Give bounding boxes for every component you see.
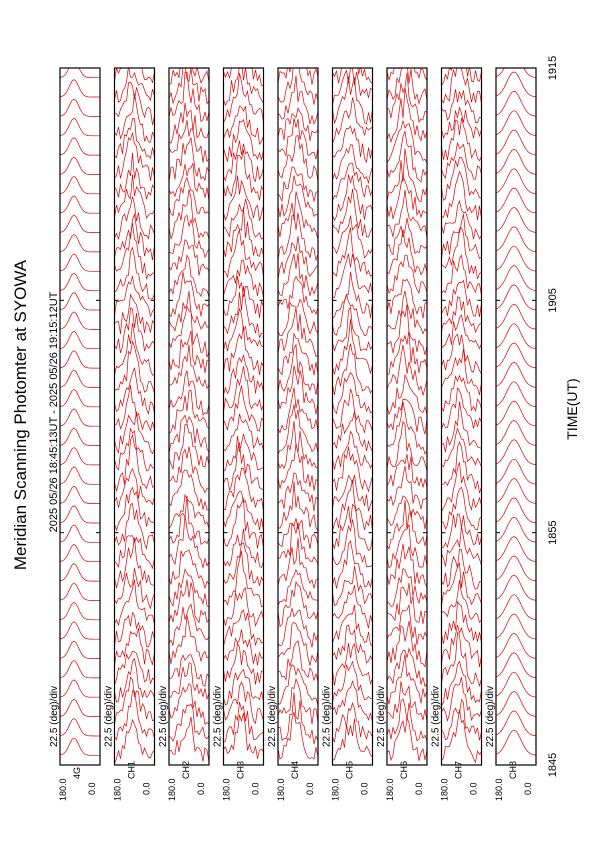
y-tick-label: 180.0 [439,778,450,801]
trace-line [278,276,318,314]
trace-line [333,163,373,201]
trace-line [115,488,155,531]
trace-line [169,655,209,687]
trace-line [442,89,482,123]
trace-line [60,80,100,97]
trace-line [442,143,482,180]
trace-line [115,342,155,394]
panel-ch7 [431,39,482,801]
trace-line [442,388,482,429]
panel-scale-label: 22.5 (deg)/div [376,685,387,747]
trace-line [278,136,318,182]
x-tick-label: 1845 [547,752,559,778]
trace-line [115,677,155,725]
trace-line [387,375,427,415]
channel-label: CH6 [399,760,409,779]
trace-line [442,349,482,395]
trace-line [115,469,155,508]
channel-label: CH3 [235,760,246,779]
x-axis-label: TIME(UT) [564,378,580,440]
trace-line [387,525,427,568]
trace-group [333,38,373,761]
trace-line [387,190,427,238]
trace-line [333,126,373,162]
trace-line [333,605,373,646]
trace-line [60,602,100,619]
y-tick-label: 180.0 [330,778,341,801]
channel-label: 4G [72,766,82,779]
trace-line [115,368,155,414]
trace-line [387,149,427,202]
trace-line [60,525,100,542]
panels [49,33,536,801]
trace-line [115,613,155,648]
channel-label: CH2 [181,760,191,779]
trace-line [115,133,155,181]
panel-ch3 [213,42,264,801]
trace-line [115,223,155,279]
y-tick-label: 180.0 [58,778,68,801]
trace-line [224,150,264,201]
trace-line [442,514,482,548]
trace-line [333,38,373,84]
trace-line [278,538,318,589]
trace-line [60,273,100,291]
trace-line [115,66,155,102]
x-tick-label: 1905 [547,288,559,313]
trace-line [387,466,427,509]
trace-line [60,157,100,174]
trace-line [387,291,427,334]
trace-line [224,276,264,318]
trace-group [496,53,536,756]
trace-line [115,691,155,740]
trace-line [169,704,209,741]
y-tick-label: 180.0 [276,778,286,801]
channel-label: CH4 [290,760,300,779]
y-tick-label: 0.0 [523,782,533,795]
trace-line [169,615,209,664]
trace-line [387,649,427,687]
trace-line [60,389,100,406]
trace-line [442,442,482,493]
x-tick-label: 1915 [547,55,559,81]
trace-line [387,304,427,355]
trace-line [169,470,209,510]
trace-line [169,684,209,725]
trace-line [333,411,373,451]
panel-frame [224,68,264,765]
trace-group [60,60,100,755]
trace-line [442,108,482,139]
trace-line [60,351,100,368]
channel-label: CH7 [453,760,464,779]
trace-line [224,610,264,646]
trace-line [60,196,100,213]
trace-line [224,175,264,221]
trace-line [387,454,427,488]
trace-line [387,621,427,667]
trace-line [224,491,264,531]
trace-line [333,625,373,663]
trace-line [224,629,264,665]
trace-line [278,473,318,511]
trace-line [115,428,155,470]
trace-line [442,118,482,161]
trace-line [60,254,100,271]
trace-line [278,42,318,84]
trace-line [387,399,427,434]
trace-line [60,138,100,155]
trace-line [442,710,482,763]
trace-line [278,345,318,395]
trace-line [442,39,482,85]
trace-line [278,236,318,279]
trace-line [333,175,373,221]
trace-line [60,544,100,561]
y-tick-label: 0.0 [196,782,206,795]
trace-line [333,373,373,414]
trace-group [387,42,427,761]
trace-line [115,248,155,299]
trace-group [278,42,318,759]
trace-line [442,487,482,530]
trace-line [278,253,318,296]
trace-line [442,281,482,317]
trace-line [60,215,100,233]
trace-line [333,295,373,336]
trace-line [169,663,209,699]
trace-line [115,276,155,316]
trace-group [169,39,209,762]
trace-line [169,550,209,588]
panel-ch8 [485,53,536,802]
trace-line [442,228,482,279]
panel-ch5 [322,38,373,801]
trace-line [387,569,427,607]
trace-line [387,177,427,219]
panel-scale-label: 22.5 (deg)/div [103,685,115,747]
panel-scale-label: 22.5 (deg)/div [49,685,60,747]
trace-line [333,447,373,492]
y-tick-label: 0.0 [468,782,479,795]
chart-subtitle: 2025 05/26 18:45:13UT - 2025 05/26 19:15:12UT [48,291,60,533]
trace-line [387,500,427,549]
channel-label: CH1 [126,760,137,779]
trace-line [496,53,536,78]
trace-line [169,580,209,623]
trace-line [60,428,100,445]
trace-line [278,623,318,666]
trace-group [224,42,264,759]
trace-line [387,279,427,318]
trace-line [60,235,100,252]
trace-line [224,551,264,607]
trace-line [60,622,100,640]
trace-line [224,106,264,144]
trace-line [60,176,100,193]
trace-line [60,312,100,330]
y-tick-label: 0.0 [305,782,315,795]
trace-line [333,703,373,742]
trace-line [224,713,264,759]
chart-title: Meridian Scanning Photomter at SYOWA [11,259,30,571]
y-tick-label: 180.0 [167,778,177,801]
trace-line [60,331,100,348]
trace-line [60,99,100,116]
trace-line [60,448,100,465]
trace-line [442,625,482,667]
trace-line [387,544,427,588]
trace-line [224,702,264,742]
trace-line [60,506,100,523]
trace-line [387,583,427,624]
trace-line [115,33,155,83]
trace-group [115,33,155,764]
y-tick-label: 180.0 [112,778,123,801]
trace-line [224,443,264,491]
trace-line [224,207,264,257]
trace-line [442,255,482,295]
panel-scale-label: 22.5 (deg)/div [158,685,169,747]
trace-line [60,738,100,755]
panel-frame [60,68,100,765]
trace-line [60,370,100,388]
y-tick-label: 0.0 [250,782,261,795]
trace-line [442,661,482,705]
trace-line [333,585,373,628]
panel-scale-label: 22.5 (deg)/div [267,685,278,747]
trace-line [442,214,482,259]
x-tick-label: 1855 [547,520,559,545]
trace-line [115,720,155,764]
y-tick-label: 0.0 [141,782,152,795]
x-ticks [547,56,559,777]
panel-frame [278,68,318,765]
trace-line [333,98,373,144]
trace-line [278,308,318,357]
trace-line [224,682,264,723]
trace-line [115,175,155,219]
panel-ch6 [376,42,427,801]
y-tick-label: 180.0 [494,778,504,801]
trace-line [169,569,209,607]
trace-line [169,717,209,762]
trace-line [169,103,209,143]
trace-line [60,467,100,485]
trace-line [333,681,373,723]
trace-line [169,39,209,84]
trace-line [60,680,100,697]
trace-line [278,167,318,202]
panel-scale-label: 22.5 (deg)/div [321,685,333,747]
channel-label: CH5 [344,760,355,779]
trace-line [278,582,318,627]
panel-scale-label: 22.5 (deg)/div [430,685,442,747]
trace-line [115,568,155,608]
trace-line [60,118,100,136]
trace-line [60,564,100,582]
trace-line [60,409,100,426]
panel-scale-label: 22.5 (deg)/div [485,685,496,747]
trace-line [224,499,264,549]
trace-line [60,583,100,600]
panel-ch2 [158,39,209,801]
panel-ch1 [104,33,155,801]
trace-line [169,390,209,434]
trace-line [60,486,100,503]
trace-line [224,120,264,162]
y-tick-label: 0.0 [414,782,424,795]
trace-line [169,66,209,103]
trace-line [60,661,100,678]
trace-line [60,60,100,77]
trace-line [115,197,155,239]
panel-scale-label: 22.5 (deg)/div [212,685,224,747]
trace-line [60,719,100,737]
trace-line [387,121,427,163]
trace-line [224,434,264,471]
panel-ch4 [267,42,318,801]
trace-line [387,718,427,761]
trace-line [224,588,264,626]
trace-line [333,272,373,318]
trace-line [169,163,209,201]
trace-line [60,699,100,716]
trace-line [60,293,100,310]
y-tick-label: 180.0 [221,778,232,801]
y-tick-label: 180.0 [385,778,395,801]
y-tick-label: 0.0 [87,782,97,795]
trace-line [224,386,264,431]
trace-group [442,39,482,762]
trace-line [442,602,482,644]
y-tick-label: 0.0 [359,782,370,795]
trace-line [333,254,373,298]
channel-label: CH8 [508,760,518,779]
trace-line [60,641,100,658]
trace-line [442,376,482,411]
trace-line [224,543,264,586]
trace-line [442,549,482,589]
